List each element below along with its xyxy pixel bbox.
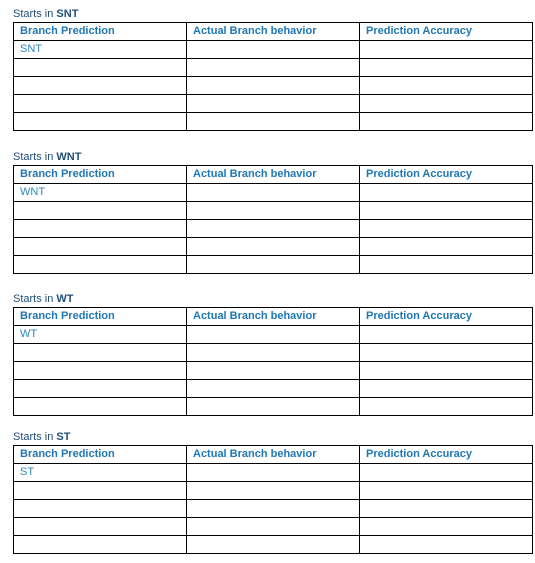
table-row <box>14 482 533 500</box>
table-cell[interactable] <box>360 256 533 274</box>
table-cell[interactable] <box>187 344 360 362</box>
table-cell[interactable] <box>187 202 360 220</box>
table-cell[interactable] <box>360 482 533 500</box>
table-cell[interactable] <box>360 113 533 131</box>
header-actual-branch-behavior: Actual Branch behavior <box>187 308 360 326</box>
table-cell[interactable] <box>187 77 360 95</box>
table-cell[interactable] <box>360 95 533 113</box>
table-cell[interactable] <box>360 518 533 536</box>
section-caption <box>13 430 533 445</box>
table-row <box>14 113 533 131</box>
table-cell[interactable] <box>360 326 533 344</box>
header-prediction-accuracy: Prediction Accuracy <box>360 446 533 464</box>
table-cell[interactable] <box>14 380 187 398</box>
table-cell[interactable] <box>187 482 360 500</box>
table-cell[interactable] <box>14 59 187 77</box>
table-row <box>14 464 533 482</box>
table-cell[interactable] <box>187 536 360 554</box>
table-cell[interactable] <box>14 398 187 416</box>
table-row <box>14 238 533 256</box>
table-cell[interactable] <box>360 77 533 95</box>
prediction-table <box>13 165 533 274</box>
table-cell[interactable] <box>360 536 533 554</box>
section-wt <box>13 292 533 416</box>
table-cell[interactable] <box>360 41 533 59</box>
section-caption <box>13 292 533 307</box>
table-cell[interactable] <box>187 59 360 77</box>
table-cell[interactable] <box>187 184 360 202</box>
table-cell[interactable] <box>187 380 360 398</box>
table-row <box>14 326 533 344</box>
table-cell[interactable] <box>187 256 360 274</box>
section-caption <box>13 150 533 165</box>
header-prediction-accuracy: Prediction Accuracy <box>360 308 533 326</box>
table-header-row <box>14 23 533 41</box>
table-row <box>14 362 533 380</box>
table-header-row <box>14 308 533 326</box>
table-cell[interactable] <box>187 113 360 131</box>
table-cell[interactable]: WNT <box>14 184 187 202</box>
header-prediction-accuracy: Prediction Accuracy <box>360 166 533 184</box>
table-header-row <box>14 446 533 464</box>
table-cell[interactable] <box>14 500 187 518</box>
table-row <box>14 344 533 362</box>
caption-prefix: Starts in <box>13 8 54 20</box>
caption-state: WT <box>56 293 74 305</box>
table-cell[interactable] <box>14 518 187 536</box>
table-cell[interactable] <box>187 518 360 536</box>
table-row <box>14 380 533 398</box>
table-cell[interactable] <box>14 113 187 131</box>
table-cell[interactable] <box>360 464 533 482</box>
section-wnt <box>13 150 533 274</box>
table-row <box>14 500 533 518</box>
table-cell[interactable] <box>14 256 187 274</box>
caption-state: WNT <box>56 151 82 163</box>
table-cell[interactable] <box>14 238 187 256</box>
table-cell[interactable] <box>187 220 360 238</box>
table-row <box>14 398 533 416</box>
header-branch-prediction: Branch Prediction <box>14 166 187 184</box>
caption-state: ST <box>56 431 71 443</box>
table-row <box>14 202 533 220</box>
table-cell[interactable] <box>14 202 187 220</box>
table-cell[interactable] <box>14 77 187 95</box>
table-cell[interactable] <box>187 326 360 344</box>
section-snt <box>13 7 533 131</box>
table-cell[interactable] <box>360 380 533 398</box>
table-cell[interactable] <box>187 464 360 482</box>
table-cell[interactable] <box>360 238 533 256</box>
section-caption <box>13 7 533 22</box>
caption-prefix: Starts in <box>13 151 54 163</box>
table-cell[interactable] <box>14 95 187 113</box>
header-actual-branch-behavior: Actual Branch behavior <box>187 166 360 184</box>
table-cell[interactable] <box>187 95 360 113</box>
table-cell[interactable] <box>14 220 187 238</box>
table-cell[interactable] <box>187 500 360 518</box>
caption-prefix: Starts in <box>13 431 54 443</box>
table-cell[interactable] <box>360 344 533 362</box>
caption-prefix: Starts in <box>13 293 54 305</box>
table-row <box>14 77 533 95</box>
table-row <box>14 536 533 554</box>
table-cell[interactable]: ST <box>14 464 187 482</box>
table-row <box>14 95 533 113</box>
table-row <box>14 41 533 59</box>
table-cell[interactable] <box>14 536 187 554</box>
table-cell[interactable] <box>187 238 360 256</box>
table-cell[interactable]: SNT <box>14 41 187 59</box>
table-cell[interactable] <box>187 362 360 380</box>
table-cell[interactable] <box>187 398 360 416</box>
table-row <box>14 256 533 274</box>
table-cell[interactable] <box>14 344 187 362</box>
prediction-table <box>13 307 533 416</box>
table-cell[interactable] <box>360 59 533 77</box>
table-cell[interactable] <box>360 202 533 220</box>
table-cell[interactable] <box>360 220 533 238</box>
header-actual-branch-behavior: Actual Branch behavior <box>187 446 360 464</box>
table-cell[interactable] <box>360 184 533 202</box>
caption-state: SNT <box>56 8 79 20</box>
table-header-row <box>14 166 533 184</box>
table-row <box>14 518 533 536</box>
prediction-table <box>13 445 533 554</box>
table-row <box>14 184 533 202</box>
header-branch-prediction: Branch Prediction <box>14 23 187 41</box>
table-row <box>14 59 533 77</box>
header-branch-prediction: Branch Prediction <box>14 308 187 326</box>
table-cell[interactable]: WT <box>14 326 187 344</box>
table-cell[interactable] <box>14 482 187 500</box>
prediction-table <box>13 22 533 131</box>
header-branch-prediction: Branch Prediction <box>14 446 187 464</box>
section-st <box>13 430 533 554</box>
table-cell[interactable] <box>14 362 187 380</box>
table-cell[interactable] <box>187 41 360 59</box>
header-prediction-accuracy: Prediction Accuracy <box>360 23 533 41</box>
table-cell[interactable] <box>360 398 533 416</box>
header-actual-branch-behavior: Actual Branch behavior <box>187 23 360 41</box>
table-cell[interactable] <box>360 362 533 380</box>
table-row <box>14 220 533 238</box>
table-cell[interactable] <box>360 500 533 518</box>
